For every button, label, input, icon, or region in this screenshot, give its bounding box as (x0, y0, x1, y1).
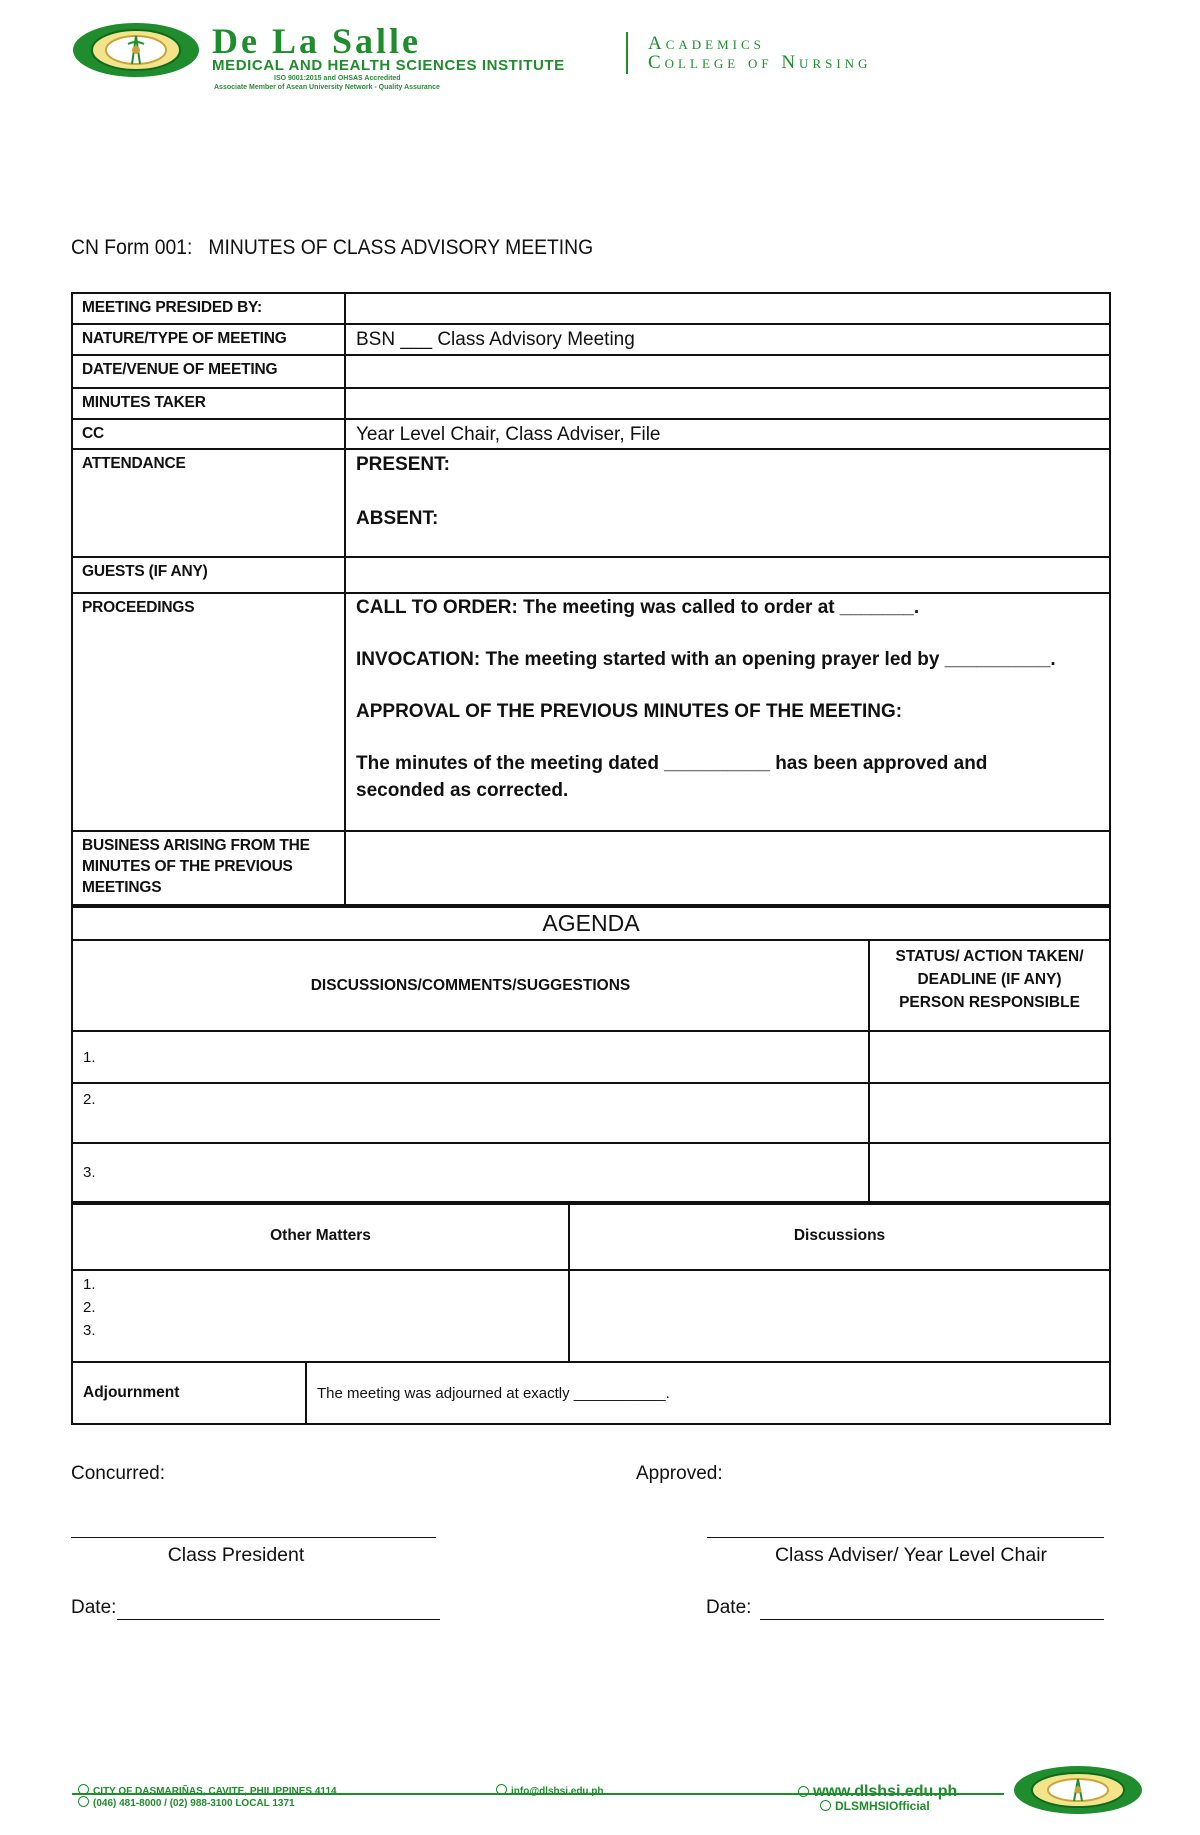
footer-email: info@dlshsi.edu.ph (496, 1784, 604, 1797)
field-label-proceedings: PROCEEDINGS (72, 593, 345, 831)
proceedings-approval-heading: APPROVAL OF THE PREVIOUS MINUTES OF THE MEETING: (356, 701, 903, 722)
class-president-signature-line[interactable] (71, 1537, 436, 1538)
table-row (72, 593, 1110, 831)
date-line-left[interactable] (117, 1619, 440, 1620)
table-row (72, 293, 1110, 324)
agenda-col-status: STATUS/ ACTION TAKEN/ DEADLINE (IF ANY) PERSON RESPONSIBLE (869, 940, 1110, 1031)
school-tagline-1: ISO 9001:2015 and OHSAS Accredited (274, 75, 401, 82)
field-value-minutes-taker[interactable] (345, 388, 1110, 419)
other-matter-3: 3. (83, 1322, 96, 1339)
field-value-guests[interactable] (345, 557, 1110, 593)
school-name: De La Salle (212, 21, 421, 61)
table-row (72, 1143, 1110, 1204)
adjournment-label: Adjournment (72, 1362, 306, 1424)
proceedings-approval-text: The minutes of the meeting dated __________ has been approved and seconded as corrected. (356, 753, 988, 801)
header-divider (626, 32, 628, 74)
globe-icon (798, 1786, 809, 1797)
adjournment-text[interactable]: The meeting was adjourned at exactly ___________. (306, 1362, 1110, 1424)
institution-seal-logo (72, 22, 200, 83)
attendance-present: PRESENT: (356, 454, 450, 475)
agenda-item-2-status[interactable] (869, 1083, 1110, 1143)
footer-address-1: CITY OF DASMARIÑAS, CAVITE, PHILIPPINES 4114 (78, 1784, 337, 1797)
other-matter-1: 1. (83, 1276, 96, 1293)
agenda-item-3-status[interactable] (869, 1143, 1110, 1204)
class-adviser-signature-line[interactable] (707, 1537, 1104, 1538)
table-row (72, 907, 1110, 940)
field-label-attendance: ATTENDANCE (72, 449, 345, 557)
other-matters-discussions[interactable] (569, 1270, 1110, 1362)
field-label-nature: NATURE/TYPE OF MEETING (72, 324, 345, 355)
table-row (72, 449, 1110, 557)
table-row (72, 419, 1110, 449)
form-title: CN Form 001: MINUTES OF CLASS ADVISORY MEETING (71, 236, 594, 259)
agenda-item-1-status[interactable] (869, 1031, 1110, 1083)
other-matters-items[interactable] (72, 1270, 569, 1362)
proceedings-call-to-order: CALL TO ORDER: The meeting was called to order at _______. (356, 597, 920, 618)
field-label-business-arising: BUSINESS ARISING FROM THE MINUTES OF THE PREVIOUS MEETINGS (72, 831, 345, 905)
adjournment-table (71, 1361, 1111, 1425)
date-label-right: Date: (706, 1597, 752, 1618)
phone-icon (78, 1796, 89, 1807)
table-row (72, 1202, 1110, 1270)
footer-website[interactable]: www.dlshsi.edu.ph (798, 1784, 957, 1799)
table-row (72, 1031, 1110, 1083)
concurred-label: Concurred: (71, 1463, 165, 1484)
field-label-cc: CC (72, 419, 345, 449)
field-value-presided-by[interactable] (345, 293, 1110, 324)
class-president-name: Class President (167, 1544, 305, 1566)
table-row (72, 388, 1110, 419)
field-label-minutes-taker: MINUTES TAKER (72, 388, 345, 419)
table-row (72, 831, 1110, 905)
other-matter-2: 2. (83, 1299, 96, 1316)
table-row (72, 355, 1110, 388)
agenda-item-2[interactable]: 2. (72, 1083, 869, 1143)
other-matters-col-matters: Other Matters (72, 1202, 569, 1270)
proceedings-invocation: INVOCATION: The meeting started with an opening prayer led by __________. (356, 649, 1056, 670)
unit-name-block (648, 34, 871, 72)
field-value-attendance[interactable] (345, 449, 1110, 557)
school-subtitle: MEDICAL AND HEALTH SCIENCES INSTITUTE (212, 57, 565, 74)
field-value-cc[interactable]: Year Level Chair, Class Adviser, File (345, 419, 1110, 449)
class-adviser-name: Class Adviser/ Year Level Chair (774, 1544, 1048, 1566)
table-row (72, 940, 1110, 1031)
agenda-item-3[interactable]: 3. (72, 1143, 869, 1204)
field-label-guests: GUESTS (IF ANY) (72, 557, 345, 593)
social-icon (820, 1800, 831, 1811)
agenda-col-discussions: DISCUSSIONS/COMMENTS/SUGGESTIONS (72, 940, 869, 1031)
table-row (72, 1083, 1110, 1143)
attendance-absent: ABSENT: (356, 508, 439, 529)
other-matters-col-discussions: Discussions (569, 1202, 1110, 1270)
footer-social[interactable]: DLSMHSIOfficial (820, 1800, 930, 1812)
other-matters-table (71, 1201, 1111, 1363)
field-label-date-venue: DATE/VENUE OF MEETING (72, 355, 345, 388)
field-value-business-arising[interactable] (345, 831, 1110, 905)
school-tagline-2: Associate Member of Asean University Network - Quality Assurance (214, 84, 440, 91)
field-value-date-venue[interactable] (345, 355, 1110, 388)
table-row (72, 557, 1110, 593)
table-row (72, 1270, 1110, 1362)
table-row (72, 1362, 1110, 1424)
date-line-right[interactable] (760, 1619, 1104, 1620)
meeting-info-table (71, 292, 1111, 906)
agenda-title: AGENDA (72, 907, 1110, 940)
unit-line-2: College of Nursing (648, 52, 872, 73)
footer-seal-logo (1012, 1765, 1144, 1820)
location-icon (78, 1784, 89, 1795)
field-value-nature[interactable]: BSN ___ Class Advisory Meeting (345, 324, 1110, 355)
footer-address-2: (046) 481-8000 / (02) 988-3100 LOCAL 1371 (78, 1796, 295, 1809)
date-label-left: Date: (71, 1597, 117, 1618)
field-label-presided-by: MEETING PRESIDED BY: (72, 293, 345, 324)
unit-line-1: Academics (648, 33, 765, 54)
email-icon (496, 1784, 507, 1795)
school-name-block (212, 21, 565, 92)
table-row (72, 324, 1110, 355)
agenda-item-1[interactable]: 1. (72, 1031, 869, 1083)
agenda-table (71, 906, 1111, 1205)
approved-label: Approved: (636, 1463, 723, 1484)
field-value-proceedings[interactable] (345, 593, 1110, 831)
